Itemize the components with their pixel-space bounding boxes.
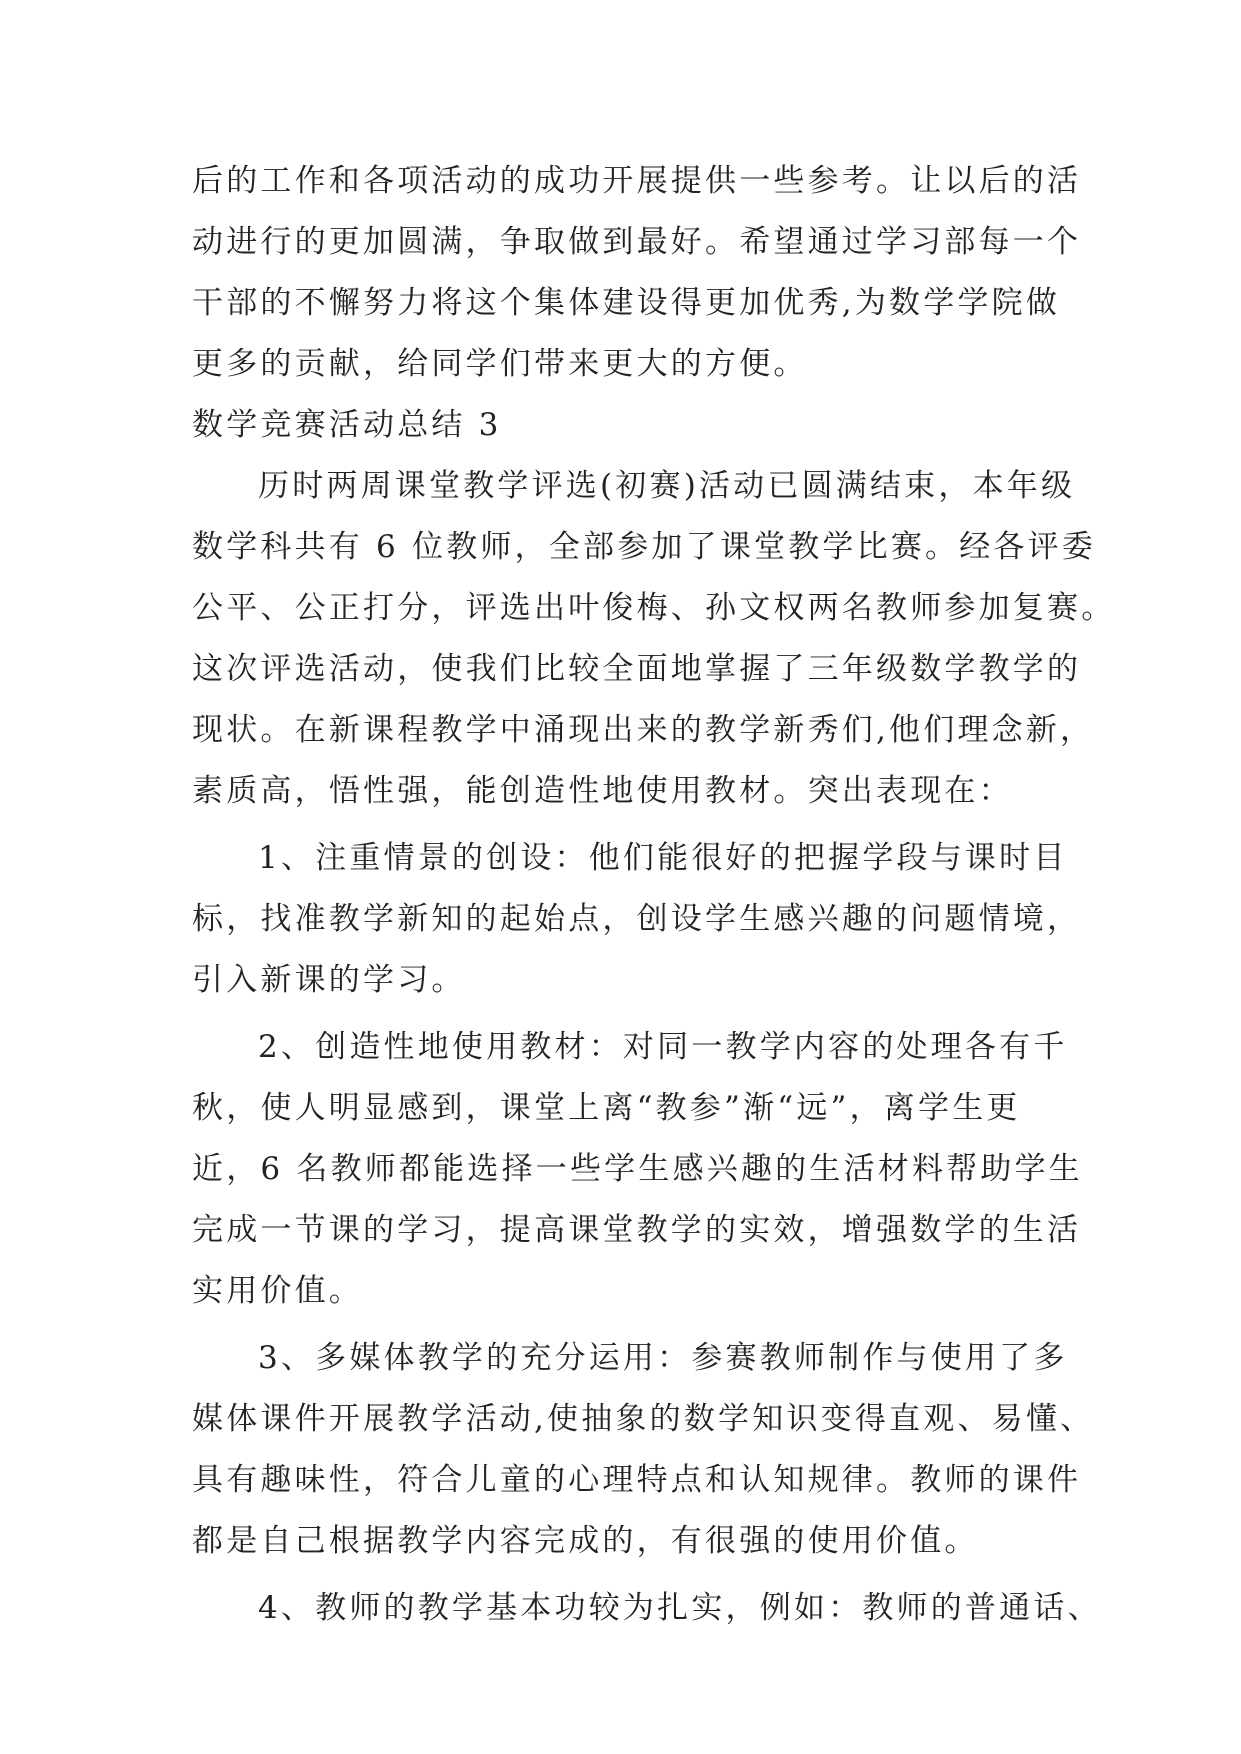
text-line: 媒体课件开展教学活动,使抽象的数学知识变得直观、易懂、 xyxy=(192,1401,1095,1437)
text-line: 这次评选活动，使我们比较全面地掌握了三年级数学教学的 xyxy=(192,651,1082,687)
list-item-4-first-line: 4、教师的教学基本功较为扎实，例如：教师的普通话、 xyxy=(258,1590,1102,1626)
text-line: 标，找准教学新知的起始点，创设学生感兴趣的问题情境， xyxy=(192,901,1082,937)
text-line: 都是自己根据教学内容完成的，有很强的使用价值。 xyxy=(192,1523,979,1559)
text-line: 现状。在新课程教学中涌现出来的教学新秀们,他们理念新， xyxy=(192,712,1095,748)
text-line: 更多的贡献，给同学们带来更大的方便。 xyxy=(192,346,808,382)
list-item-3-first-line: 3、多媒体教学的充分运用：参赛教师制作与使用了多 xyxy=(258,1340,1068,1376)
text-line: 引入新课的学习。 xyxy=(192,962,466,998)
text-line: 后的工作和各项活动的成功开展提供一些参考。让以后的活 xyxy=(192,163,1082,199)
section-heading: 数学竞赛活动总结 3 xyxy=(192,407,502,443)
text-line: 素质高，悟性强，能创造性地使用教材。突出表现在： xyxy=(192,773,1013,809)
text-line: 公平、公正打分，评选出叶俊梅、孙文权两名教师参加复赛。 xyxy=(192,590,1116,626)
document-body xyxy=(192,151,1116,1639)
text-line: 干部的不懈努力将这个集体建设得更加优秀,为数学学院做 xyxy=(192,285,1061,321)
paragraph-first-line: 历时两周课堂教学评选(初赛)活动已圆满结束，本年级 xyxy=(258,468,1076,504)
list-item-1-first-line: 1、注重情景的创设：他们能很好的把握学段与课时目 xyxy=(258,840,1068,876)
list-item-2-first-line: 2、创造性地使用教材：对同一教学内容的处理各有千 xyxy=(258,1029,1068,1065)
text-line: 完成一节课的学习，提高课堂教学的实效，增强数学的生活 xyxy=(192,1212,1082,1248)
text-line: 具有趣味性，符合儿童的心理特点和认知规律。教师的课件 xyxy=(192,1462,1082,1498)
text-line: 近，6 名教师都能选择一些学生感兴趣的生活材料帮助学生 xyxy=(192,1151,1083,1187)
text-line: 秋，使人明显感到，课堂上离“教参”渐“远”，离学生更 xyxy=(192,1090,1021,1126)
text-line: 数学科共有 6 位教师，全部参加了课堂教学比赛。经各评委 xyxy=(192,529,1097,565)
text-line: 动进行的更加圆满，争取做到最好。希望通过学习部每一个 xyxy=(192,224,1082,260)
text-line: 实用价值。 xyxy=(192,1273,363,1309)
